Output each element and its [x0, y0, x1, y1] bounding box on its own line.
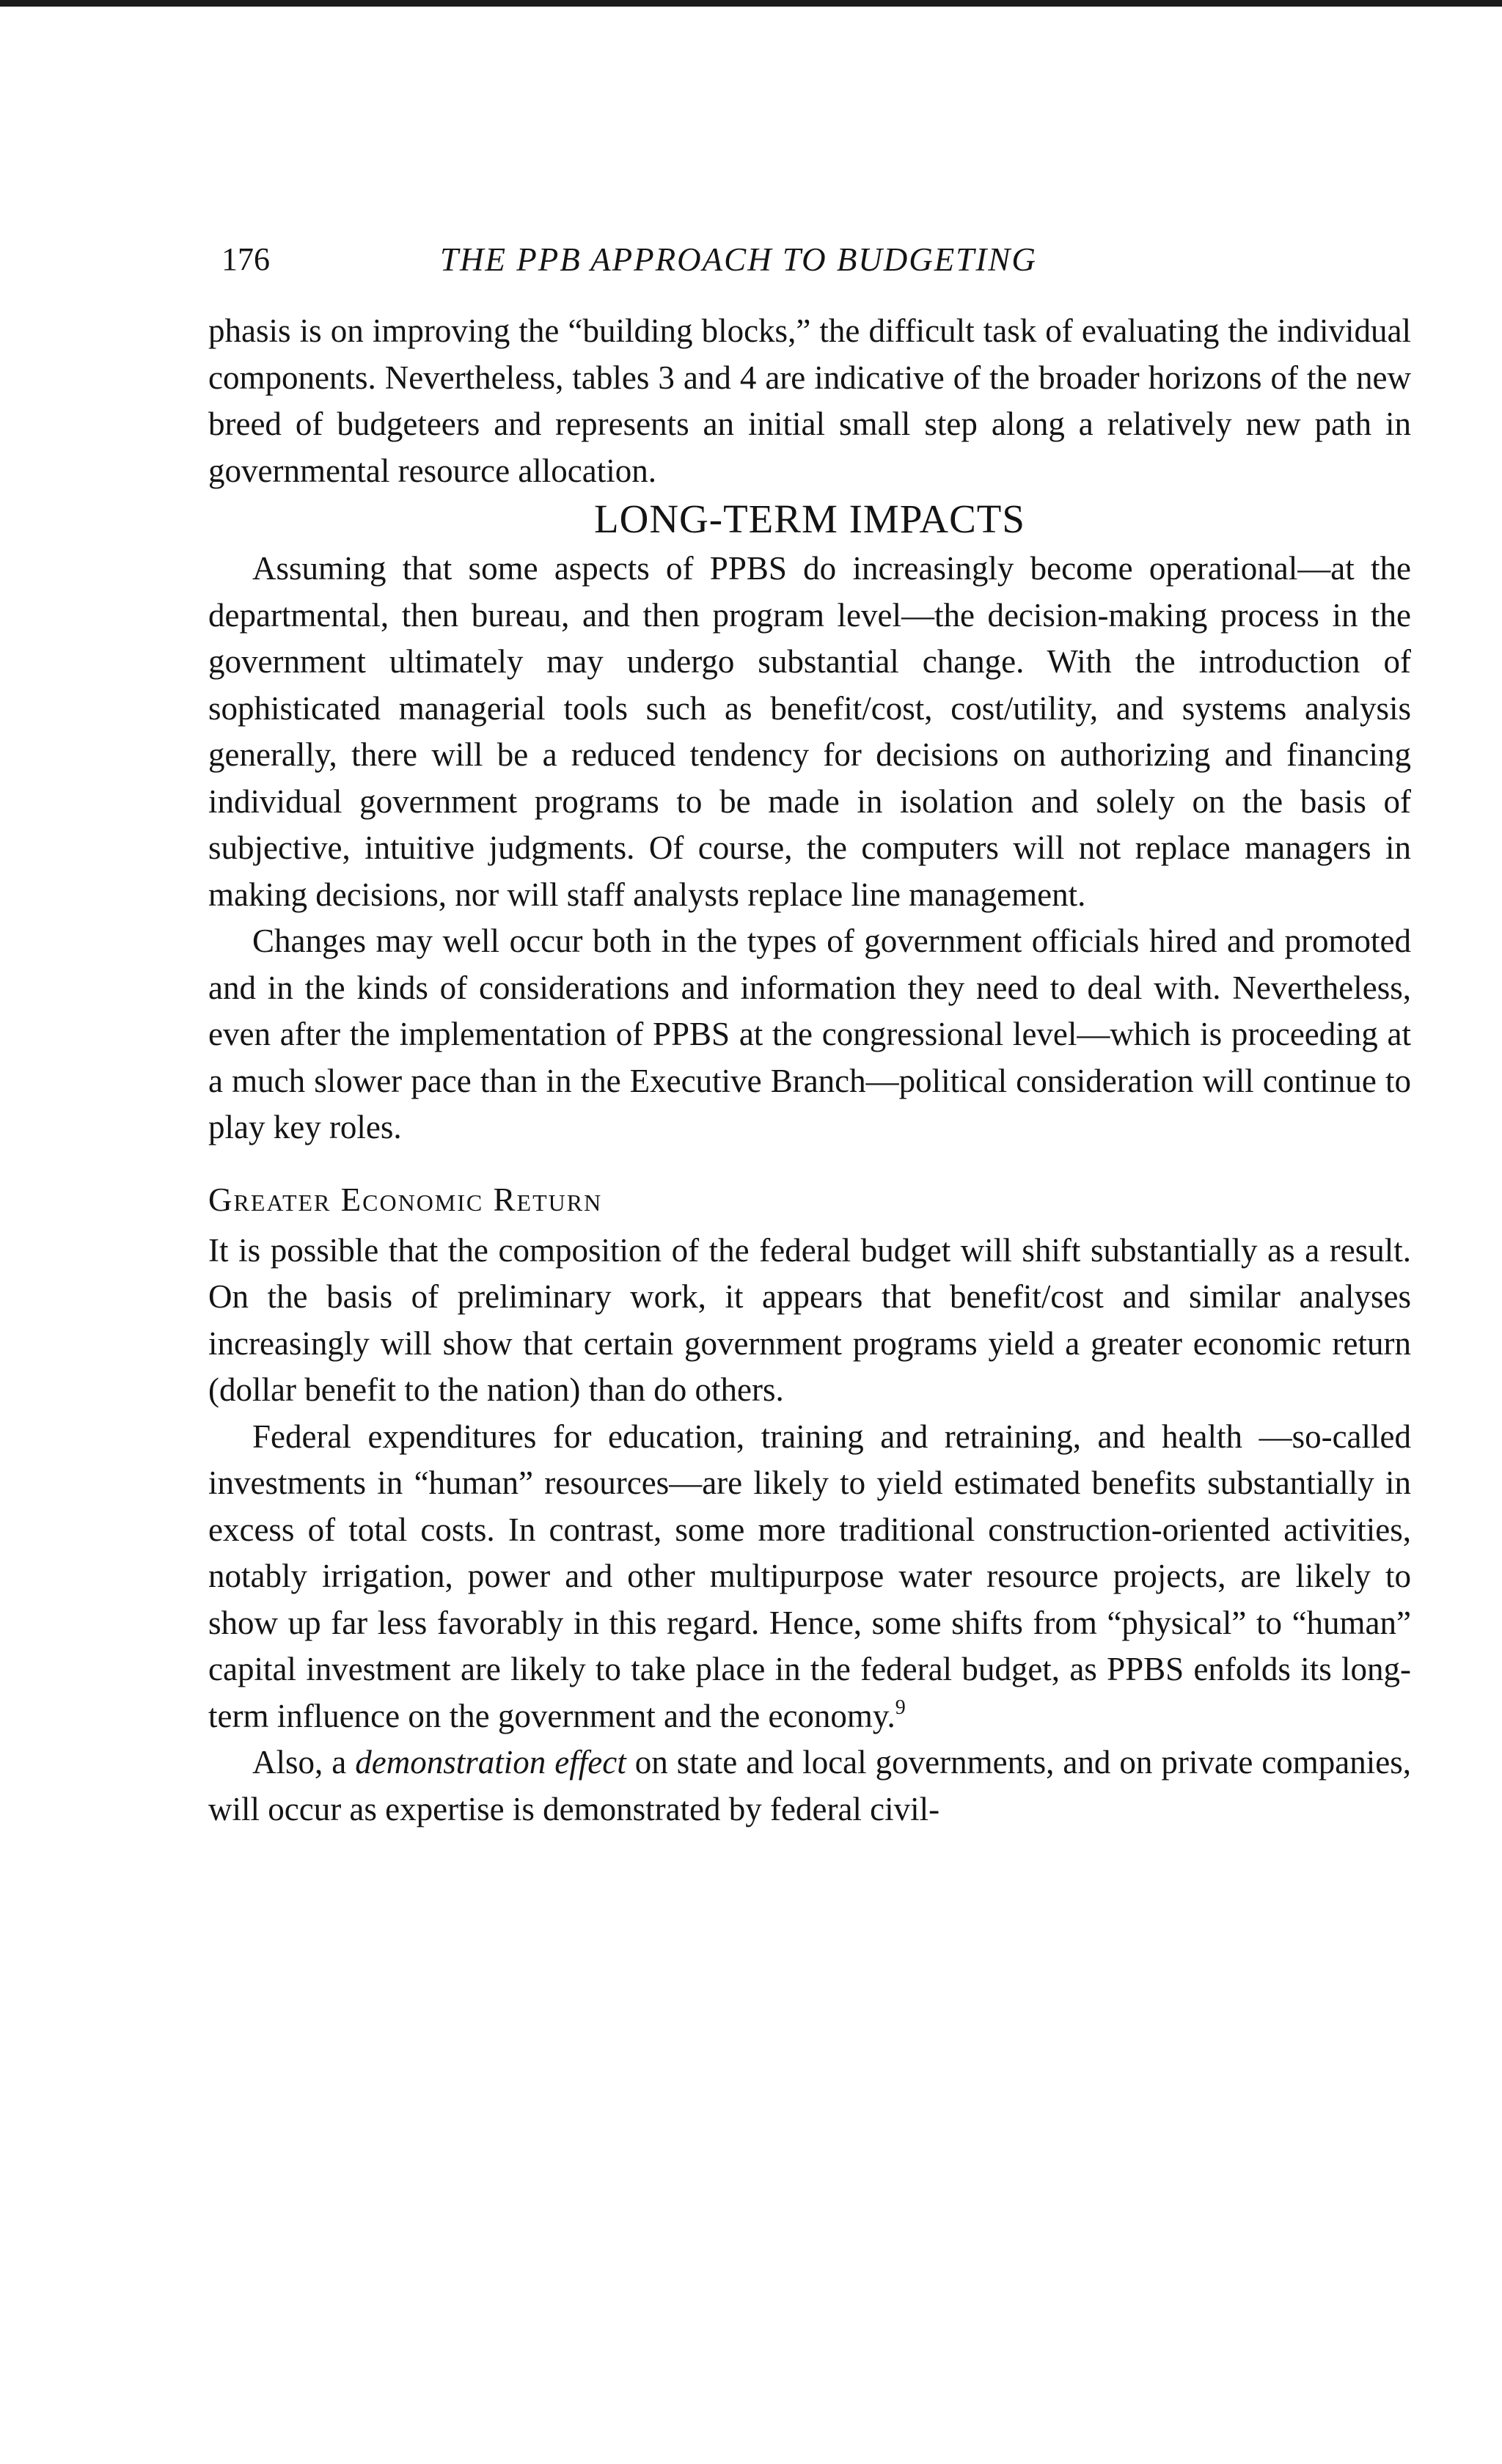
emphasized-term: demonstration effect [355, 1744, 626, 1781]
body-text [208, 308, 1411, 1833]
subsection-paragraph-with-footnote [208, 1414, 1411, 1740]
section-paragraph: Changes may well occur both in the types of government officials hired and promoted and in the kinds of considerations and information they need to deal with. Nevertheless, even after the implementation of PPBS at the congressional level—which is proceeding at a much slower pace than in the Executive Branch—political consideration will continue to play key roles. [208, 923, 1411, 1145]
final-paragraph-lead: Also, a [252, 1744, 347, 1781]
final-paragraph-rest: on state and local governments, and on private companies, will occur as expertise is demonstrated by federal civil- [208, 1744, 1412, 1827]
subsection-heading: Greater Economic Return [208, 1181, 603, 1218]
section-paragraph: Assuming that some aspects of PPBS do increasingly become operational—at the departmental, then bureau, and then program level—the decision-making process in the government ultimately may undergo substantial change. With the introduction of sophisticated managerial tools such as benefit/cost, cost/utility, and systems analysis generally, there will be a reduced tendency for decisions on authorizing and financing individual government programs to be made in isolation and solely on the basis of subjective, intuitive judgments. Of course, the computers will not replace managers in making decisions, nor will staff analysts replace line management. [208, 550, 1411, 913]
final-paragraph [208, 1739, 1411, 1833]
running-title: THE PPB APPROACH TO BUDGETING [440, 241, 1037, 278]
continued-paragraph: phasis is on improving the “building blocks,” the difficult task of evaluating the individual components. Nevertheless, tables 3 and 4 are indicative of the broader horizons of the new breed of budgeteers and represents an initial small step along a relatively new path in governmental resource allocation. [208, 312, 1411, 489]
book-page [208, 239, 1411, 1833]
running-head [208, 239, 1411, 298]
subsection-paragraph: It is possible that the composition of the federal budget will shift substantially as a result. On the basis of preliminary work, it appears that benefit/cost and similar analyses increasingly will show that certain government programs yield a greater economic return (dollar benefit to the nation) than do others. [208, 1231, 1411, 1408]
section-heading: LONG-TERM IMPACTS [594, 496, 1025, 541]
top-border-rule [0, 0, 1502, 7]
page-number: 176 [221, 241, 270, 277]
paragraph-text: Federal expenditures for education, training and retraining, and health —so-called investments in “human” resources—are likely to yield estimated benefits substantially in excess of total costs. In contrast, some more traditional construction-oriented activities, notably irrigation, power and other multipurpose water resource projects, are likely to show up far less favorably in this regard. Hence, some shifts from “physical” to “human” capital investment are likely to take place in the federal budget, as PPBS enfolds its long-term influence on the government and the economy. [208, 1418, 1411, 1734]
footnote-marker: 9 [895, 1695, 906, 1719]
